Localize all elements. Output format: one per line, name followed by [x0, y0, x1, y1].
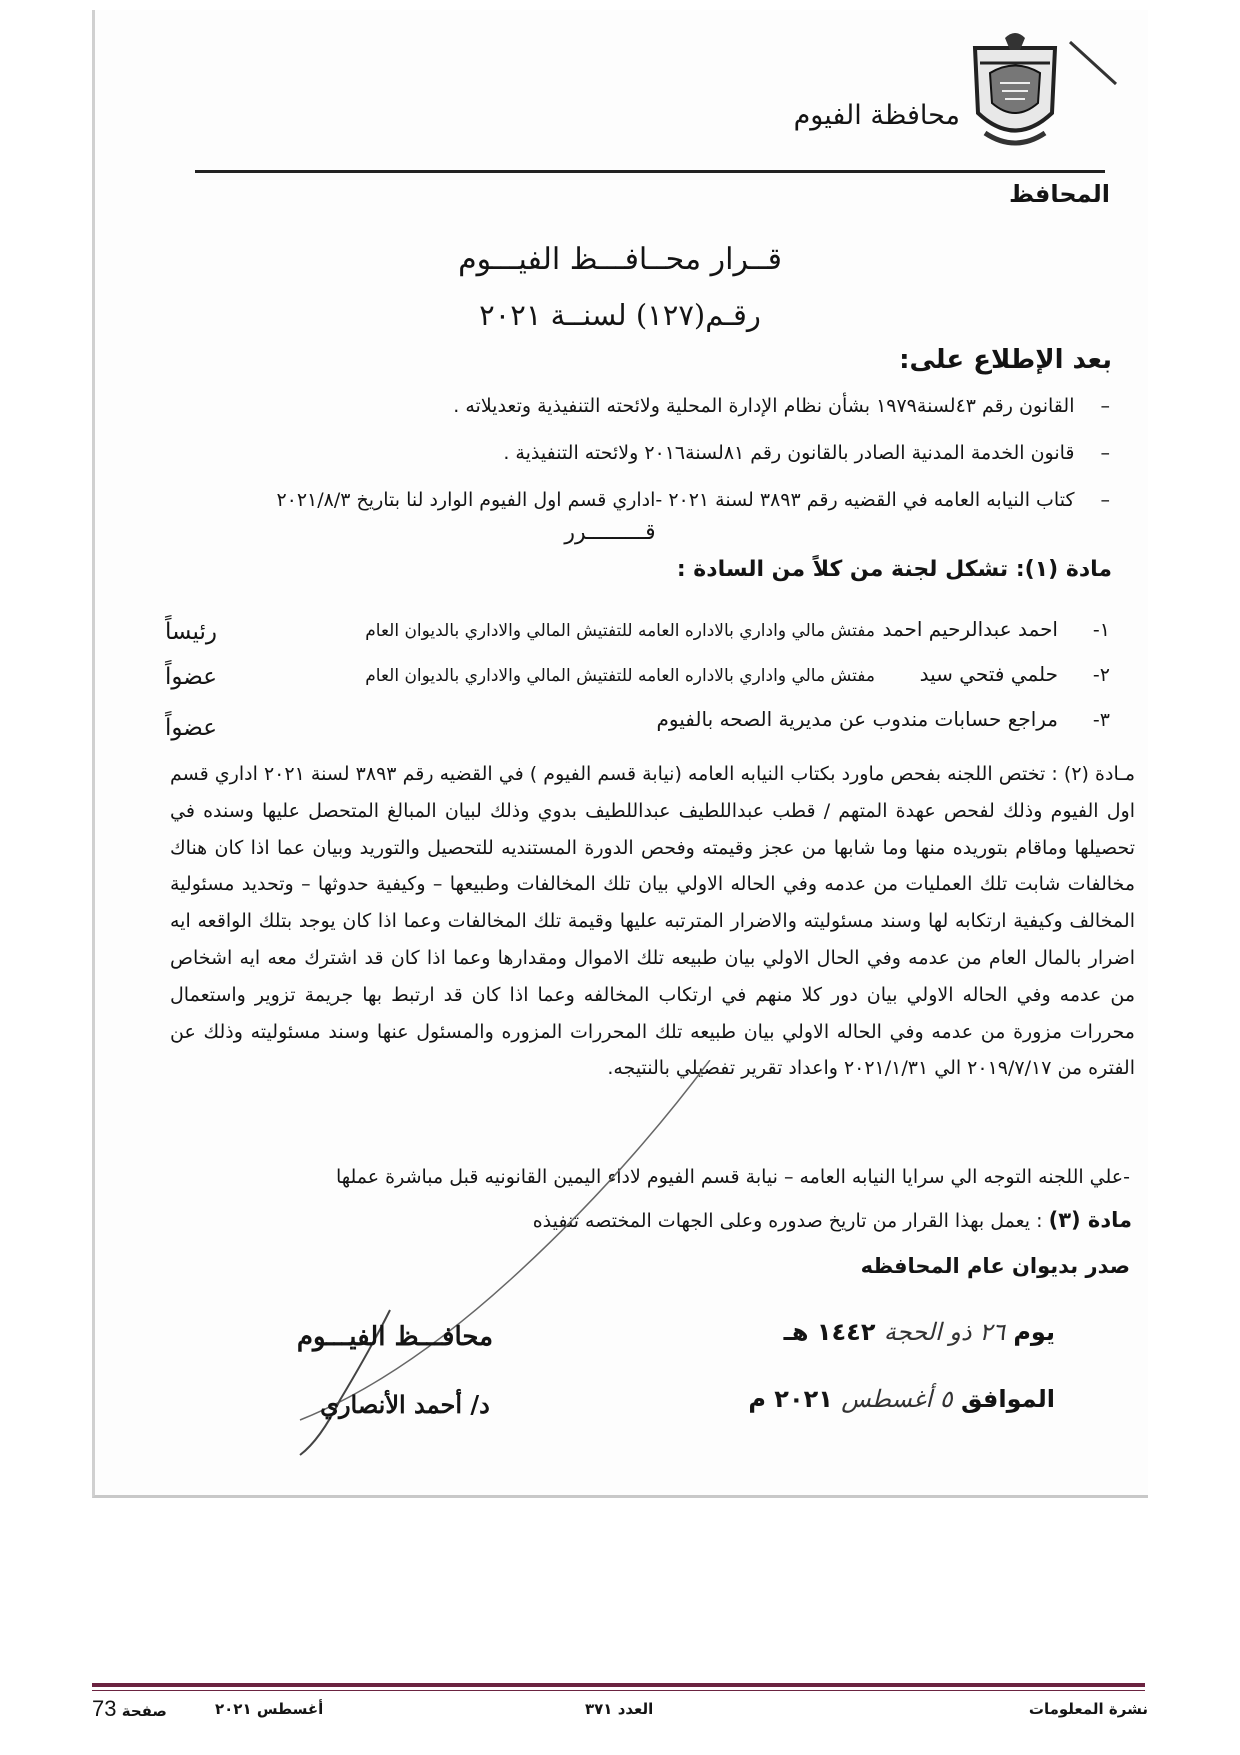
signatory-title: محافـــظ الفيـــوم	[296, 1322, 494, 1352]
article-1-heading: مادة (١): تشكل لجنة من كلاً من السادة :	[676, 557, 1112, 582]
handwritten-hijri-day: ٢٦ ذو الحجة	[883, 1318, 1005, 1346]
article-3-text: : يعمل بهذا القرار من تاريخ صدوره وعلى الجهات المختصه تنفيذه	[532, 1210, 1043, 1232]
decides-word: قـــــــــرر	[564, 520, 656, 545]
hijri-date: يوم ٢٦ ذو الحجة ١٤٤٢ هـ	[783, 1318, 1055, 1346]
footer-bulletin: نشرة المعلومات	[1028, 1700, 1148, 1718]
article-2-text: مـادة (٢) : تختص اللجنه بفحص ماورد بكتاب النيابه العامه (نيابة قسم الفيوم ) في القضيه رقم ٣٨٩٣ لسنة ٢٠٢١ اداري قسم اول الفيوم وذلك لفحص عهدة المتهم / قطب عبداللطيف عبداللطيف بدوي وذلك لبيان المبالغ المتحصل عليها وسنده في تحصيلها وماقام بتوريده منها وما شابها من عجز وقيمته وفحص الدورة المستنديه للتحصيل والتوريد وبيان عما اذا كان هناك مخالفات شابت تلك العمليات من عدمه وفي الحاله الاولي بيان تلك المخالفات وطبيعها – وكيفية حدوثها – وتحديد مسئولية المخالف وكيفية ارتكابه لها وسند مسئوليته والاضرار المترتبه عليها وقيمة تلك المخالفات وعما اذا كان يوجد بتلك الواقعه ايه اضرار بالمال العام من عدمه وفي الحال الاولي بيان طبيعه تلك الاموال ومقدارها وعما اذا كان قد اشترك معه ايه اشخاص من عدمه وفي الحاله الاولي بيان دور كلا منهم في ارتكاب المخالفه وعما اذا كان قد ارتبط بها جريمة تزوير واستعمال محررات مزورة من عدمه وفي الحاله الاولي بيان طبيعه تلك المحررات المزوره والمسئول عنها وسند مسئوليته وذلك عن الفتره من ٢٠١٩/٧/١٧ الي ٢٠٢١/١/٣١ واعداد تقرير تفصيلي بالنتيجه.	[170, 763, 1135, 1080]
gregorian-date: الموافق ٥ أغسطس ٢٠٢١ م	[748, 1385, 1055, 1413]
footer-month: أغسطس ٢٠٢١	[215, 1700, 324, 1718]
header-divider	[195, 170, 1105, 173]
committee-member: ٢- حلمي فتحي سيد مفتش مالي واداري بالاداره العامه للتفتيش المالي والاداري بالديوان العام عضواً	[165, 662, 1110, 690]
decree-number: رقـم(١٢٧) لسنــة ٢٠٢١	[479, 298, 761, 332]
article-3-label: مادة (٣)	[1048, 1208, 1132, 1232]
pen-stroke-mark	[1068, 38, 1118, 88]
footer-rule-thin	[92, 1690, 1145, 1691]
committee-member: ١- احمد عبدالرحيم احمد مفتش مالي واداري بالاداره العامه للتفتيش المالي والاداري بالديوان العام رئيساً	[165, 617, 1110, 645]
footer-page: صفحة 73	[92, 1696, 167, 1721]
office-label: المحافظ	[1008, 180, 1110, 208]
issued-at: صدر بديوان عام المحافظه	[860, 1254, 1130, 1278]
whereas-heading: بعد الإطلاع على:	[899, 345, 1112, 375]
governorate-emblem	[960, 28, 1070, 158]
footer-issue: العدد ٣٧١	[585, 1700, 654, 1718]
reference-item: –قانون الخدمة المدنية الصادر بالقانون رقم ٨١لسنة٢٠١٦ ولائحته التنفيذية .	[503, 442, 1110, 464]
reference-item: –كتاب النيابه العامه في القضيه رقم ٣٨٩٣ لسنة ٢٠٢١ -اداري قسم اول الفيوم الوارد لنا بتاريخ ٢٠٢١/٨/٣	[276, 489, 1110, 511]
committee-member: ٣- مراجع حسابات مندوب عن مديرية الصحه بالفيوم عضواً	[165, 707, 1110, 741]
decree-title: قــرار محــافـــظ الفيـــوم	[458, 242, 782, 277]
handwritten-gregorian-day: ٥ أغسطس	[841, 1385, 953, 1413]
reference-item: –القانون رقم ٤٣لسنة١٩٧٩ بشأن نظام الإدارة المحلية ولائحته التنفيذية وتعديلاته .	[453, 395, 1110, 417]
footer-rule	[92, 1683, 1145, 1687]
signatory-name: د/ أحمد الأنصاري	[320, 1390, 490, 1419]
governorate-name: محافظة الفيوم	[793, 100, 960, 131]
oath-instruction: -علي اللجنه التوجه الي سرايا النيابه العامه – نيابة قسم الفيوم لاداء اليمين القانونيه قبل مباشرة عملها	[335, 1166, 1130, 1188]
